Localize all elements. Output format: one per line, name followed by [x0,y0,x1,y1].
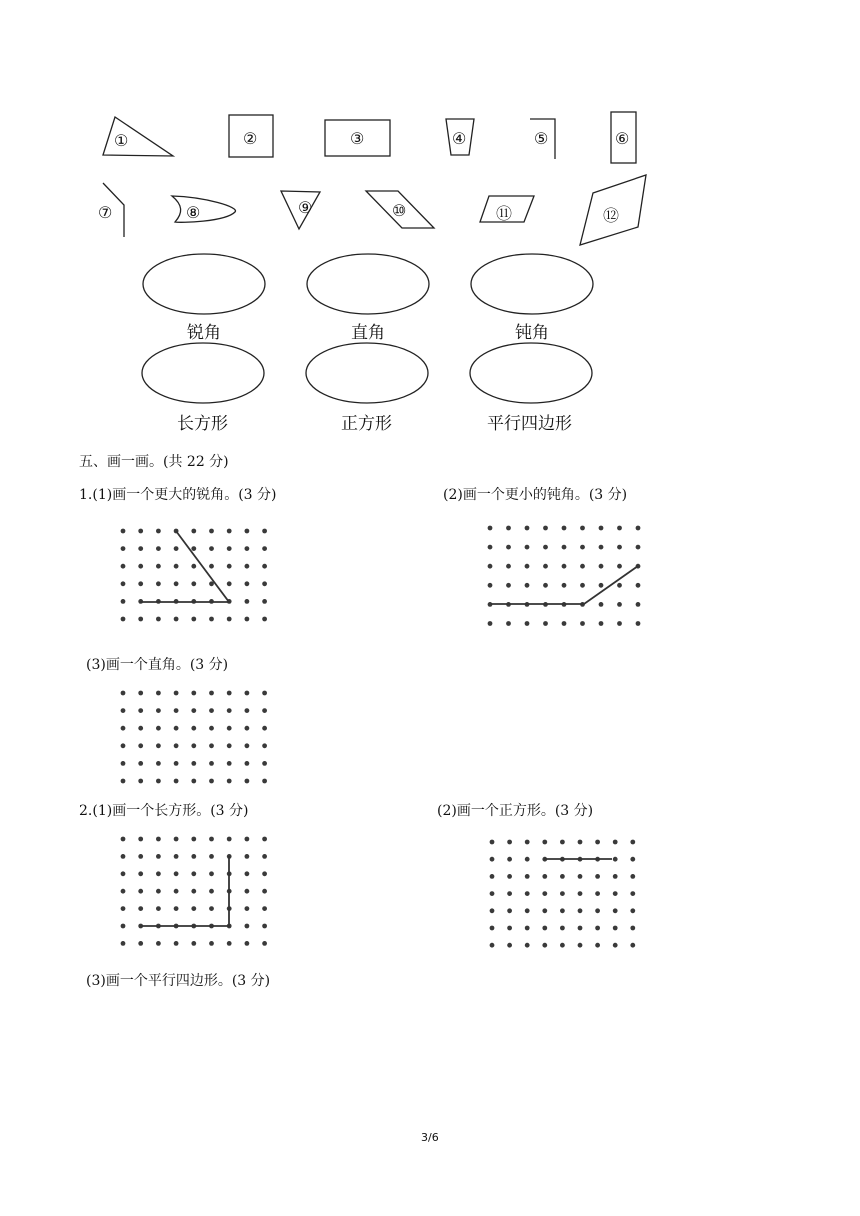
grid-dot[interactable] [599,602,604,607]
grid-dot[interactable] [245,924,250,929]
grid-dot[interactable] [174,581,179,586]
grid-dot[interactable] [121,924,126,929]
grid-dot[interactable] [121,941,126,946]
ellipse-rectangle [142,343,264,403]
grid-dot[interactable] [599,621,604,626]
grid-dot[interactable] [630,874,635,879]
grid-dot[interactable] [209,854,214,859]
grid-dot[interactable] [227,761,232,766]
grid-dot[interactable] [138,529,143,534]
grid-dot[interactable] [191,941,196,946]
grid-dot[interactable] [525,943,530,948]
grid-dot[interactable] [262,779,267,784]
grid-dot[interactable] [156,889,161,894]
q1-2-prompt: (2)画一个更小的钝角。(3 分) [443,487,628,503]
grid-dot[interactable] [580,545,585,550]
grid-dot[interactable] [138,906,143,911]
grid-dot[interactable] [613,908,618,913]
grid-dot[interactable] [613,943,618,948]
grid-dot[interactable] [138,743,143,748]
grid-dot[interactable] [191,564,196,569]
grid-dot[interactable] [245,617,250,622]
dot-grid-3[interactable] [121,691,267,784]
grid-dot[interactable] [560,874,565,879]
grid-dot[interactable] [630,943,635,948]
grid-dot[interactable] [121,837,126,842]
grid-dot[interactable] [191,617,196,622]
grid-dot[interactable] [121,726,126,731]
grid-dot[interactable] [245,564,250,569]
grid-dot[interactable] [209,617,214,622]
grid-dot[interactable] [262,617,267,622]
grid-dot[interactable] [121,906,126,911]
grid-dot[interactable] [599,564,604,569]
grid-dot[interactable] [525,564,530,569]
grid-dot[interactable] [191,726,196,731]
grid-dot[interactable] [488,545,493,550]
grid-dot[interactable] [245,529,250,534]
shape-label-7: ⑦ [98,203,113,222]
grid-dot[interactable] [138,564,143,569]
grid-dot[interactable] [156,617,161,622]
grid-dot[interactable] [121,564,126,569]
grid-dot[interactable] [262,837,267,842]
grid-dot[interactable] [599,545,604,550]
grid-dot[interactable] [138,941,143,946]
shape-label-3: ③ [350,129,365,148]
grid-dot[interactable] [506,526,511,531]
grid-dot[interactable] [543,583,548,588]
grid-dot[interactable] [227,617,232,622]
ellipse-acute [143,254,265,314]
grid-dot[interactable] [227,837,232,842]
grid-dot[interactable] [262,599,267,604]
grid-dot[interactable] [121,617,126,622]
grid-dot[interactable] [560,908,565,913]
grid-dot[interactable] [262,546,267,551]
grid-dot[interactable] [209,837,214,842]
grid-dot[interactable] [262,854,267,859]
grid-dot[interactable] [156,546,161,551]
grid-dot[interactable] [636,621,641,626]
grid-dot[interactable] [245,546,250,551]
grid-dot[interactable] [191,529,196,534]
grid-dot[interactable] [262,871,267,876]
grid-dot[interactable] [245,837,250,842]
grid-dot[interactable] [191,871,196,876]
grid-dot[interactable] [174,617,179,622]
grid-dot[interactable] [525,908,530,913]
grid-dot[interactable] [488,621,493,626]
grid-dot[interactable] [507,943,512,948]
grid-dot[interactable] [174,564,179,569]
grid-dot[interactable] [245,779,250,784]
grid-dot[interactable] [227,546,232,551]
grid-dot[interactable] [507,891,512,896]
grid-dot[interactable] [156,779,161,784]
grid-dot[interactable] [191,761,196,766]
grid-dot[interactable] [156,743,161,748]
grid-dot[interactable] [595,840,600,845]
grid-dot[interactable] [578,943,583,948]
grid-dot[interactable] [595,943,600,948]
grid-dot[interactable] [227,691,232,696]
grid-dot[interactable] [174,906,179,911]
grid-dot[interactable] [156,854,161,859]
grid-dot[interactable] [245,581,250,586]
grid-dot[interactable] [262,529,267,534]
grid-dot[interactable] [595,926,600,931]
grid-dot[interactable] [156,871,161,876]
grid-dot[interactable] [174,546,179,551]
grid-dot[interactable] [507,874,512,879]
q1-3-prompt: (3)画一个直角。(3 分) [86,657,229,673]
given-rectangle-corner [140,856,229,926]
grid-dot[interactable] [262,924,267,929]
grid-dot[interactable] [191,581,196,586]
shape-label-9: ⑨ [298,198,313,217]
grid-dot[interactable] [580,621,585,626]
grid-dot[interactable] [525,840,530,845]
grid-dot[interactable] [562,526,567,531]
grid-dot[interactable] [506,545,511,550]
q1-1-prompt: 1.(1)画一个更大的锐角。(3 分) [79,487,277,503]
grid-dot[interactable] [636,526,641,531]
grid-dot[interactable] [156,941,161,946]
ellipse-obtuse [471,254,593,314]
grid-dot[interactable] [630,926,635,931]
grid-dot[interactable] [262,691,267,696]
grid-dot[interactable] [209,871,214,876]
grid-dot[interactable] [174,941,179,946]
grid-dot[interactable] [630,891,635,896]
grid-dot[interactable] [245,691,250,696]
grid-dot[interactable] [525,545,530,550]
grid-dot[interactable] [578,926,583,931]
grid-dot[interactable] [262,726,267,731]
ellipse-square [306,343,428,403]
grid-dot[interactable] [121,529,126,534]
grid-dot[interactable] [227,779,232,784]
grid-dot[interactable] [490,926,495,931]
grid-dot[interactable] [156,761,161,766]
grid-dot[interactable] [560,943,565,948]
category-obtuse: 钝角 [515,323,549,343]
grid-dot[interactable] [245,889,250,894]
grid-dot[interactable] [578,840,583,845]
grid-dot[interactable] [580,526,585,531]
grid-dot[interactable] [630,857,635,862]
grid-dot[interactable] [617,621,622,626]
grid-dot[interactable] [613,874,618,879]
q2-3-prompt: (3)画一个平行四边形。(3 分) [86,973,271,989]
grid-dot[interactable] [138,581,143,586]
grid-dot[interactable] [562,545,567,550]
grid-dot[interactable] [543,564,548,569]
grid-dot[interactable] [156,708,161,713]
grid-dot[interactable] [209,529,214,534]
grid-dot[interactable] [121,599,126,604]
grid-dot[interactable] [191,546,196,551]
grid-dot[interactable] [507,857,512,862]
grid-dot[interactable] [488,564,493,569]
grid-dot[interactable] [542,908,547,913]
grid-dot[interactable] [174,854,179,859]
grid-dot[interactable] [262,941,267,946]
grid-dot[interactable] [121,761,126,766]
grid-dot[interactable] [245,761,250,766]
grid-dot[interactable] [595,908,600,913]
grid-dot[interactable] [578,874,583,879]
grid-dot[interactable] [138,617,143,622]
shape-label-2: ② [243,129,258,148]
grid-dot[interactable] [121,854,126,859]
grid-dot[interactable] [191,708,196,713]
grid-dot[interactable] [636,545,641,550]
grid-dot[interactable] [209,941,214,946]
grid-dot[interactable] [138,889,143,894]
grid-dot[interactable] [174,889,179,894]
grid-dot[interactable] [525,926,530,931]
grid-dot[interactable] [174,726,179,731]
grid-dot[interactable] [507,908,512,913]
grid-dot[interactable] [262,761,267,766]
grid-dot[interactable] [262,889,267,894]
page-number: 3/6 [421,1131,439,1144]
grid-dot[interactable] [227,941,232,946]
grid-dot[interactable] [156,726,161,731]
grid-dot[interactable] [636,602,641,607]
grid-dot[interactable] [209,779,214,784]
grid-dot[interactable] [613,926,618,931]
grid-dot[interactable] [580,583,585,588]
grid-dot[interactable] [209,564,214,569]
grid-dot[interactable] [156,691,161,696]
grid-dot[interactable] [156,564,161,569]
grid-dot[interactable] [174,708,179,713]
grid-dot[interactable] [138,779,143,784]
grid-dot[interactable] [121,743,126,748]
grid-dot[interactable] [617,564,622,569]
grid-dot[interactable] [191,889,196,894]
grid-dot[interactable] [121,546,126,551]
dot-grid-2[interactable] [488,526,641,626]
category-parallelogram: 平行四边形 [487,414,572,434]
grid-dot[interactable] [506,621,511,626]
grid-dot[interactable] [262,581,267,586]
grid-dot[interactable] [138,726,143,731]
grid-dot[interactable] [490,943,495,948]
grid-dot[interactable] [560,840,565,845]
grid-dot[interactable] [191,743,196,748]
grid-dot[interactable] [560,926,565,931]
category-right: 直角 [351,323,385,343]
grid-dot[interactable] [174,779,179,784]
grid-dot[interactable] [209,726,214,731]
grid-dot[interactable] [560,891,565,896]
grid-dot[interactable] [613,840,618,845]
grid-dot[interactable] [542,943,547,948]
grid-dot[interactable] [209,906,214,911]
grid-dot[interactable] [191,691,196,696]
grid-dot[interactable] [525,891,530,896]
q2-1-prompt: 2.(1)画一个长方形。(3 分) [79,803,249,819]
grid-dot[interactable] [542,891,547,896]
q2-2-prompt: (2)画一个正方形。(3 分) [437,803,594,819]
shape-label-12: ⑫ [603,206,620,225]
grid-dot[interactable] [617,526,622,531]
grid-dot[interactable] [617,545,622,550]
grid-dot[interactable] [227,708,232,713]
dot-grid-4[interactable] [121,837,267,946]
grid-dot[interactable] [209,691,214,696]
grid-dot[interactable] [121,581,126,586]
grid-dot[interactable] [245,941,250,946]
grid-dot[interactable] [174,871,179,876]
grid-dot[interactable] [191,854,196,859]
grid-dot[interactable] [262,906,267,911]
grid-dot[interactable] [578,891,583,896]
grid-dot[interactable] [174,691,179,696]
grid-dot[interactable] [578,908,583,913]
grid-dot[interactable] [156,837,161,842]
grid-dot[interactable] [245,854,250,859]
shape-label-6: ⑥ [615,129,630,148]
grid-dot[interactable] [262,708,267,713]
grid-dot[interactable] [121,691,126,696]
grid-dot[interactable] [156,529,161,534]
grid-dot[interactable] [599,583,604,588]
shape-label-1: ① [114,131,129,150]
grid-dot[interactable] [525,621,530,626]
grid-dot[interactable] [262,564,267,569]
grid-dot[interactable] [595,874,600,879]
grid-dot[interactable] [262,743,267,748]
grid-dot[interactable] [595,891,600,896]
grid-dot[interactable] [507,926,512,931]
grid-dot[interactable] [488,526,493,531]
grid-dot[interactable] [580,564,585,569]
grid-dot[interactable] [562,583,567,588]
grid-dot[interactable] [506,564,511,569]
grid-dot[interactable] [121,779,126,784]
section5-title: 五、画一画。(共 22 分) [79,454,229,470]
grid-dot[interactable] [543,621,548,626]
grid-dot[interactable] [121,889,126,894]
shape-label-4: ④ [452,129,467,148]
grid-dot[interactable] [490,874,495,879]
dot-grid-5[interactable] [490,840,636,948]
grid-dot[interactable] [138,837,143,842]
shape-label-11: ⑪ [496,204,513,223]
grid-dot[interactable] [245,906,250,911]
grid-dot[interactable] [227,726,232,731]
grid-dot[interactable] [599,526,604,531]
shape-8-curve [172,196,235,222]
grid-dot[interactable] [490,908,495,913]
grid-dot[interactable] [138,761,143,766]
grid-dot[interactable] [209,708,214,713]
grid-dot[interactable] [617,583,622,588]
grid-dot[interactable] [542,926,547,931]
grid-dot[interactable] [138,854,143,859]
grid-dot[interactable] [156,906,161,911]
grid-dot[interactable] [525,583,530,588]
shape-label-8: ⑧ [186,203,201,222]
grid-dot[interactable] [525,526,530,531]
grid-dot[interactable] [562,564,567,569]
grid-dot[interactable] [636,583,641,588]
grid-dot[interactable] [138,546,143,551]
grid-dot[interactable] [209,889,214,894]
grid-dot[interactable] [156,581,161,586]
shape-label-5: ⑤ [534,129,549,148]
grid-dot[interactable] [227,581,232,586]
grid-dot[interactable] [191,906,196,911]
grid-dot[interactable] [227,529,232,534]
grid-dot[interactable] [542,874,547,879]
grid-dot[interactable] [138,871,143,876]
grid-dot[interactable] [525,857,530,862]
grid-dot[interactable] [245,599,250,604]
grid-dot[interactable] [488,583,493,588]
grid-dot[interactable] [613,891,618,896]
dot-grid-1[interactable] [121,529,267,622]
grid-dot[interactable] [174,837,179,842]
given-acute-angle [140,531,229,602]
grid-dot[interactable] [227,743,232,748]
ellipse-right [307,254,429,314]
grid-dot[interactable] [490,840,495,845]
grid-dot[interactable] [209,761,214,766]
grid-dot[interactable] [630,840,635,845]
grid-dot[interactable] [525,874,530,879]
grid-dot[interactable] [245,743,250,748]
grid-dot[interactable] [191,779,196,784]
grid-dot[interactable] [490,857,495,862]
grid-dot[interactable] [209,546,214,551]
category-acute: 锐角 [187,323,221,343]
grid-dot[interactable] [562,621,567,626]
category-square: 正方形 [341,414,392,434]
grid-dot[interactable] [617,602,622,607]
grid-dot[interactable] [245,871,250,876]
grid-dot[interactable] [245,726,250,731]
grid-dot[interactable] [121,708,126,713]
grid-dot[interactable] [138,691,143,696]
grid-dot[interactable] [543,526,548,531]
grid-dot[interactable] [174,743,179,748]
grid-dot[interactable] [174,761,179,766]
grid-dot[interactable] [245,708,250,713]
grid-dot[interactable] [613,857,618,862]
grid-dot[interactable] [543,545,548,550]
grid-dot[interactable] [121,871,126,876]
grid-dot[interactable] [138,708,143,713]
grid-dot[interactable] [191,837,196,842]
category-rectangle: 长方形 [177,414,228,434]
grid-dot[interactable] [542,840,547,845]
grid-dot[interactable] [227,564,232,569]
shape-label-10: ⑩ [392,201,407,220]
grid-dot[interactable] [506,583,511,588]
grid-dot[interactable] [630,908,635,913]
ellipse-parallelogram [470,343,592,403]
grid-dot[interactable] [507,840,512,845]
grid-dot[interactable] [490,891,495,896]
grid-dot[interactable] [209,743,214,748]
